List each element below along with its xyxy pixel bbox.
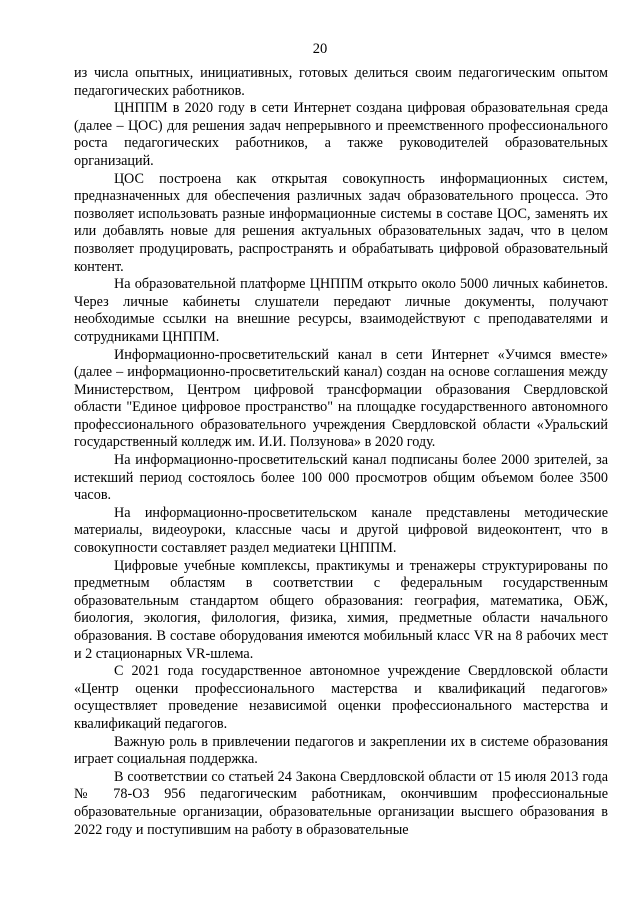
paragraph-digital-complexes: Цифровые учебные комплексы, практикумы и тренажеры структурированы по предметным областям в соответствии с федеральным государственным образовательным стандартом общего образования: география, математика, ОБЖ, биология, экология, филология, физика, химия, предметные области начального образования. В составе оборудования имеются мобильный класс VR на 8 рабочих мест и 2 стационарных VR-шлема. [74, 557, 608, 662]
paragraph-channel-materials: На информационно-просветительском канале представлены методические материалы, видеоуроки, классные часы и другой цифровой видеоконтент, что в совокупности составляет раздел медиатеки ЦНППМ. [74, 504, 608, 557]
paragraph-info-channel: Информационно-просветительский канал в сети Интернет «Учимся вместе» (далее – информационно-просветительский канал) создан на основе соглашения между Министерством, Центром цифровой трансформации образования Свердловской области "Единое цифровое пространство" на площадке государственного автономного профессионального образовательного учреждения Свердловской области «Уральский государственный колледж им. И.И. Ползунова» в 2020 году. [74, 346, 608, 451]
paragraph-law-article: В соответствии со статьей 24 Закона Свердловской области от 15 июля 2013 года № 78-ОЗ 956 педагогическим работникам, окончившим профессиональные образовательные организации, образовательные организации высшего образования в 2022 году и поступившим на работу в образовательные [74, 768, 608, 838]
paragraph-cos-structure: ЦОС построена как открытая совокупность информационных систем, предназначенных для обеспечения различных задач образовательного процесса. Это позволяет использовать разные информационные системы в составе ЦОС, заменять их или добавлять новые для решения актуальных образовательных задач, что в целом позволяет продуцировать, распространять и обрабатывать цифровой образовательный контент. [74, 170, 608, 275]
paragraph-social-support: Важную роль в привлечении педагогов и закреплении их в системе образования играет социальная поддержка. [74, 733, 608, 768]
paragraph-continuation: из числа опытных, инициативных, готовых делиться своим педагогическим опытом педагогических работников. [74, 65, 608, 99]
paragraph-assessment-center: С 2021 года государственное автономное учреждение Свердловской области «Центр оценки профессионального мастерства и квалификаций педагогов» осуществляет проведение независимой оценки профессионального мастерства и квалификаций педагогов. [74, 663, 608, 732]
paragraph-channel-subscribers: На информационно-просветительский канал подписаны более 2000 зрителей, за истекший период состоялось более 100 000 просмотров общим объемом более 3500 часов. [74, 452, 608, 504]
paragraph-digital-environment: ЦНППМ в 2020 году в сети Интернет создана цифровая образовательная среда (далее – ЦОС) для решения задач непрерывного и преемственного профессионального роста педагогических работников, а также руководителей образовательных организаций. [74, 100, 608, 169]
page-number: 20 [312, 41, 328, 57]
paragraph-platform-accounts: На образовательной платформе ЦНППМ открыто около 5000 личных кабинетов. Через личные кабинеты слушатели передают личные документы, получают необходимые ссылки на внешние ресурсы, взаимодействуют с преподавателями и сотрудниками ЦНППМ. [74, 276, 608, 345]
document-body [74, 65, 608, 839]
